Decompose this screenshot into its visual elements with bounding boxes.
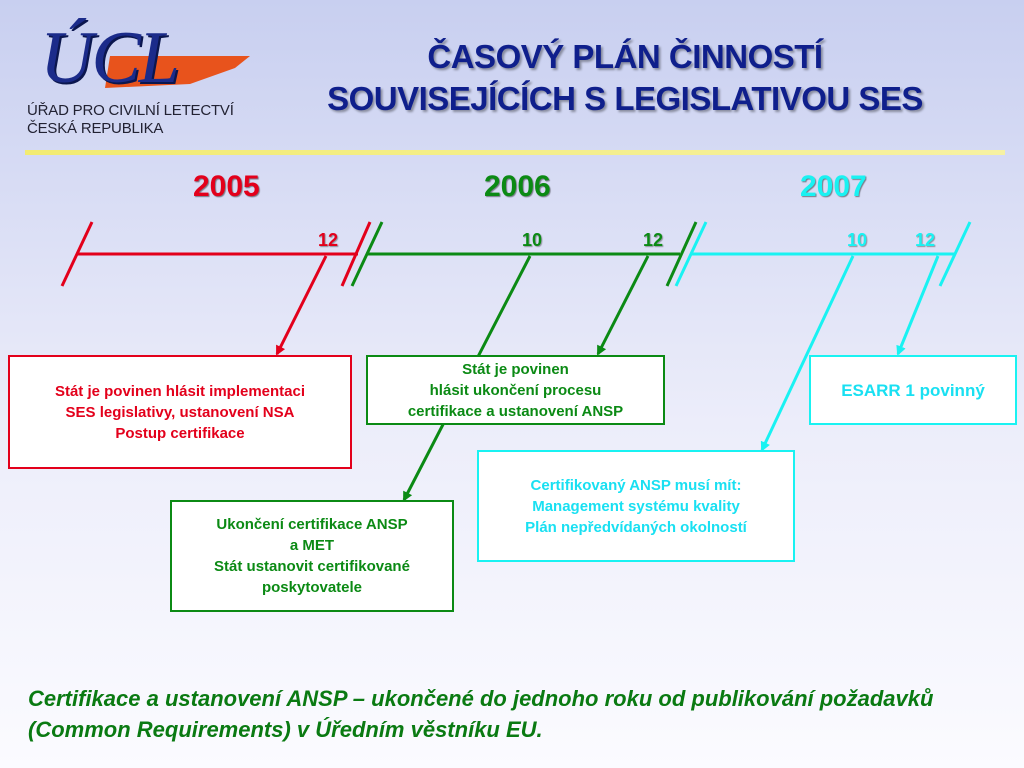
note-box-2007-12: [809, 355, 1017, 425]
note-box-2005-12: [8, 355, 352, 469]
note-line: SES legislativy, ustanovení NSA: [65, 403, 295, 421]
note-line: Management systému kvality: [532, 497, 740, 515]
month-label-2006-10: 10: [522, 230, 543, 250]
logo-subtitle-line2: ČESKÁ REPUBLIKA: [27, 120, 164, 137]
year-text: 2005: [193, 170, 260, 203]
month-label-2007-10: 10: [847, 230, 868, 250]
note-line: ESARR 1 povinný: [841, 380, 985, 400]
month-label-2006-12: 12: [643, 230, 664, 250]
note-line: Certifikovaný ANSP musí mít:: [530, 476, 742, 494]
title-line-1: ČASOVÝ PLÁN ČINNOSTÍ: [427, 38, 823, 75]
note-line: Plán nepředvídaných okolností: [525, 518, 747, 536]
note-box-2006-12: [366, 355, 665, 425]
month-label-2007-12: 12: [915, 230, 936, 250]
year-label-2006: [484, 170, 551, 204]
note-line: a MET: [289, 537, 335, 554]
title-line-2: SOUVISEJÍCÍCH S LEGISLATIVOU SES: [327, 80, 923, 117]
logo-subtitle-line1: ÚŘAD PRO CIVILNÍ LETECTVÍ: [27, 102, 234, 119]
footer-note: Certifikace a ustanovení ANSP – ukončené do jednoho roku od publikování požadavků (Common Requirements) v Úředním věstníku EU.: [28, 686, 934, 742]
note-line: Ukončení certifikace ANSP: [216, 516, 408, 533]
arrow-2006-12: [598, 256, 648, 354]
year-label-2005: [193, 170, 260, 204]
note-line: hlásit ukončení procesu: [429, 381, 602, 399]
note-line: Stát ustanovit certifikované: [214, 558, 410, 575]
year-text: 2007: [800, 170, 867, 203]
note-line: Postup certifikace: [115, 424, 245, 442]
month-label-2005-12: 12: [318, 230, 339, 250]
arrow-2005-12: [277, 256, 326, 354]
note-line: certifikace a ustanovení ANSP: [407, 402, 624, 420]
note-box-2007-10: [477, 450, 795, 562]
note-line: Stát je povinen hlásit implementaci: [54, 382, 306, 400]
note-line: poskytovatele: [261, 579, 363, 596]
note-box-2006-10: [170, 500, 454, 612]
year-text: 2006: [484, 170, 551, 203]
note-line: Stát je povinen: [462, 360, 569, 378]
arrow-2007-12: [898, 256, 938, 354]
year-label-2007: [800, 170, 867, 204]
logo-wordmark: ÚCL: [40, 17, 178, 99]
